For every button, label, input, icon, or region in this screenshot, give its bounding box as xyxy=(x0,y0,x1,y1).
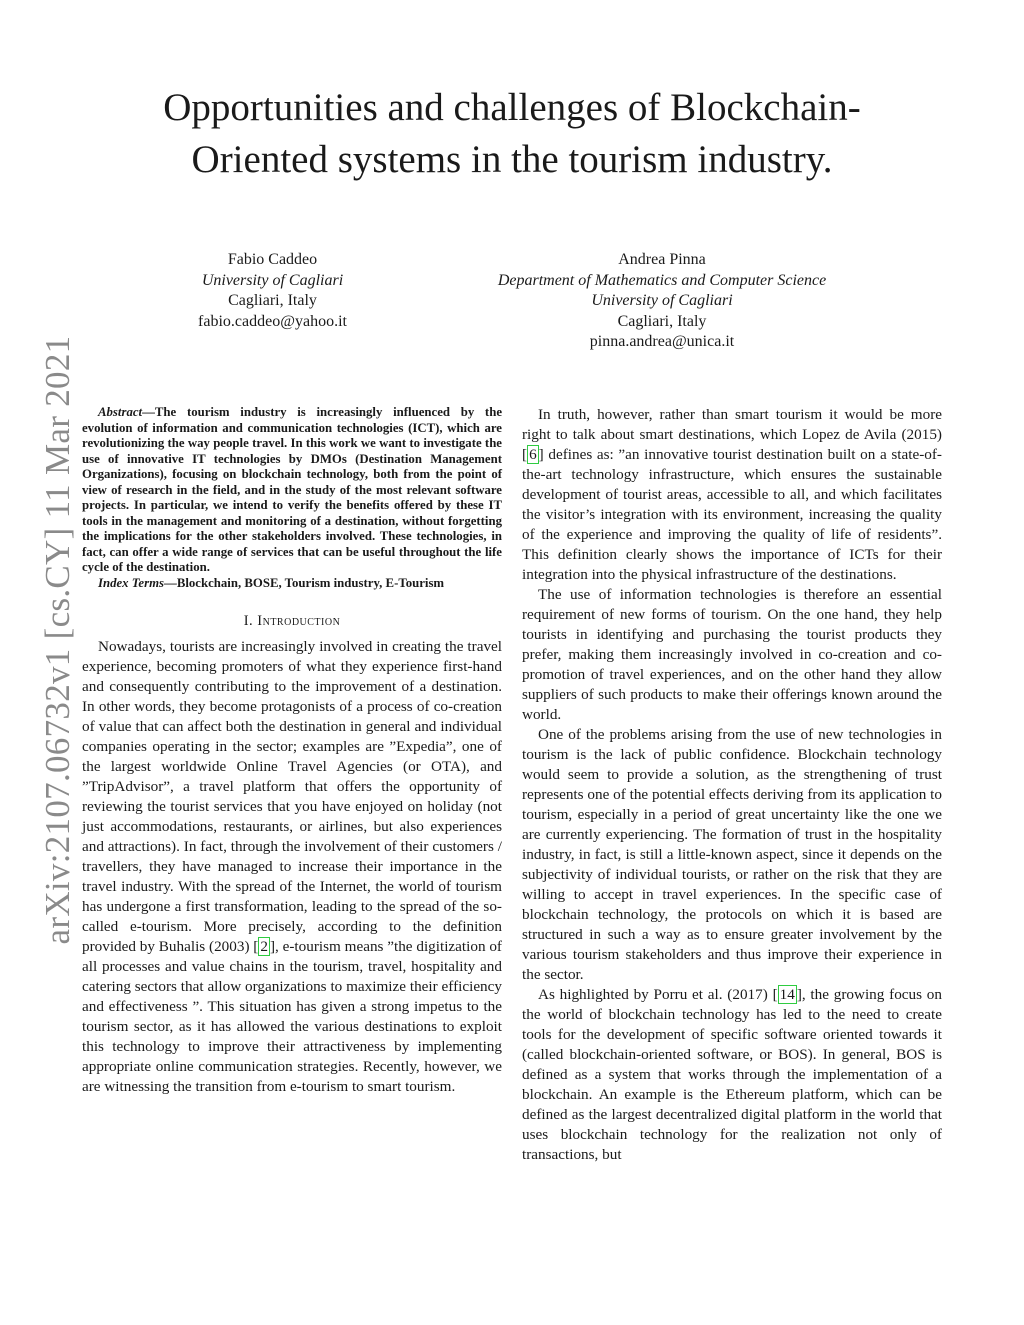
author-email[interactable]: fabio.caddeo@yahoo.it xyxy=(198,312,347,330)
index-terms-text: Blockchain, BOSE, Tourism industry, E-Tourism xyxy=(176,575,445,590)
author-email[interactable]: pinna.andrea@unica.it xyxy=(589,333,735,350)
left-column xyxy=(82,405,502,1097)
author-location: Cagliari, Italy xyxy=(228,292,317,309)
author-department: Department of Mathematics and Computer Science xyxy=(497,271,827,289)
index-terms-label: Index Terms xyxy=(98,575,165,590)
paragraph xyxy=(82,637,502,1097)
paragraph: One of the problems arising from the use of new technologies in tourism is the lack of public confidence. Blockchain technology would seem to provide a solution, as the strengthening of trust represents one of the potential effects deriving from its application to tourism, especially in a period of great uncertainty like the one we are currently experiencing. The formation of trust in the hospitality industry, in fact, is still a little-known aspect, since it depends on the subjectivity of individual tourists, or rather on the risk that they are willing to accept in travel experiences. In the specific case of blockchain technology, the protocols on which it is based are structured in such a way as to ensure greater involvement by the various tourism stakeholders and thus improve their experience in the sector. xyxy=(522,726,942,983)
paragraph-text: In truth, however, rather than smart tourism it would be more right to talk about smart destinations, which Lopez de Avila (2015) [ xyxy=(522,406,942,463)
section-heading: I. Introduction xyxy=(243,613,341,629)
paragraph-text: As highlighted by Porru et al. (2017) [ xyxy=(538,986,778,1003)
paragraph: The use of information technologies is therefore an essential requirement of new forms of tourism. On the one hand, they help tourists in identifying and purchasing the tourist products they prefer, making them increasingly involved in co-creation and co-promotion of travel experiences, and on the other hand they allow suppliers of such products to make their offerings known around the world. xyxy=(522,586,942,723)
citation-link[interactable]: 14 xyxy=(779,986,795,1003)
citation-link[interactable]: 2 xyxy=(260,938,268,955)
author-block-2 xyxy=(420,250,904,353)
abstract-text: The tourism industry is increasingly influenced by the evolution of information and communication technologies (ICT), which are revolutionizing the way people travel. In this work we want to investigate the use of innovative IT technologies by DMOs (Destination Management Organizations), focusing on blockchain technology, both from the point of view of research in the field, and in the study of the most relevant software projects. In particular, we intend to verify the benefits offered by these IT tools in the management and monitoring of a destination, without forgetting the implications for the other stakeholders involved. These technologies, in fact, can offer a wide range of services that can be useful throughout the life cycle of the destination. xyxy=(82,405,502,574)
author-block-1 xyxy=(150,250,395,332)
author-name: Fabio Caddeo xyxy=(227,251,318,268)
arxiv-identifier: arXiv:2107.06732v1 [cs.CY] 11 Mar 2021 xyxy=(38,335,77,945)
paper-title: Opportunities and challenges of Blockchain-Oriented systems in the tourism industry. xyxy=(163,86,861,181)
abstract: Abstract—The tourism industry is increasingly influenced by the evolution of information and communication technologies (ICT), which are revolutionizing the way people travel. In this work we want to investigate the use of innovative IT technologies by DMOs (Destination Management Organizations), focusing on blockchain technology, both from the point of view of research in the field, and in the study of the most relevant software projects. In particular, we intend to verify the benefits offered by these IT tools in the management and monitoring of a destination, without forgetting the implications for the other stakeholders involved. These technologies, in fact, can offer a wide range of services that can be useful throughout the life cycle of the destination. xyxy=(82,405,502,574)
author-affiliation: University of Cagliari xyxy=(201,271,344,289)
author-name: Andrea Pinna xyxy=(618,251,706,268)
citation-link[interactable]: 6 xyxy=(529,446,537,463)
author-affiliation: University of Cagliari xyxy=(591,292,733,309)
paragraph-text: Nowadays, tourists are increasingly involved in creating the travel experience, becoming promoters of what they experience first-hand and consequently contributing to the improvement of a destination. In other words, they become protagonists of a process of co-creation of value that can affect both the destination in general and individual companies operating in the sector; examples are ”Expedia”, one of the largest worldwide Online Travel Agencies (or OTA), and ”TripAdvisor”, a travel platform that offers the opportunity of reviewing the tourist services that you have enjoyed on holiday (not just accommodations, restaurants, or airlines, but also experiences and attractions). In fact, through the involvement of their customers / travellers, they have managed to increase their importance in the travel industry. With the spread of the Internet, the world of tourism has undergone a first transformation, leading to the spread of the so-called e-tourism. More precisely, according to the definition provided by Buhalis (2003) [ xyxy=(82,638,502,955)
paragraph xyxy=(522,985,942,1165)
paragraph xyxy=(522,405,942,585)
index-terms: Index Terms—Blockchain, BOSE, Tourism industry, E-Tourism xyxy=(98,575,445,590)
author-location: Cagliari, Italy xyxy=(617,312,707,330)
abstract-label: Abstract xyxy=(98,405,143,419)
right-column xyxy=(522,405,942,1165)
paragraph-text: ] defines as: ”an innovative tourist destination built on a state-of-the-art technology infrastructure, which ensures the sustainable development of tourist areas, accessible to all, and which facilitates the visitor’s integration with its environment, increasing the quality of the experience and improving the quality of life of residents”. This definition clearly shows the importance of ICTs for their integration into the physical infrastructure of the destinations. xyxy=(522,446,942,583)
paragraph-text: ], e-tourism means ”the digitization of all processes and value chains in the tourism, travel, hospitality and catering sectors that allow organizations to maximize their efficiency and effectiveness ”. This situation has given a strong impetus to the tourism sector, as it has allowed the various destinations to exploit this technology to improve their attractiveness by implementing appropriate online communication strategies. Recently, however, we are witnessing the transition from e-tourism to smart tourism. xyxy=(82,938,502,1095)
paragraph-text: ], the growing focus on the world of blockchain technology has led to the need to create tools for the development of specific software oriented towards it (called blockchain-oriented software, or BOS). In general, BOS is defined as a system that works through the implementation of a blockchain. An example is the Ethereum platform, which can be defined as the largest decentralized digital platform in the world that uses blockchain technology for the realization not only of transactions, but xyxy=(522,986,942,1163)
